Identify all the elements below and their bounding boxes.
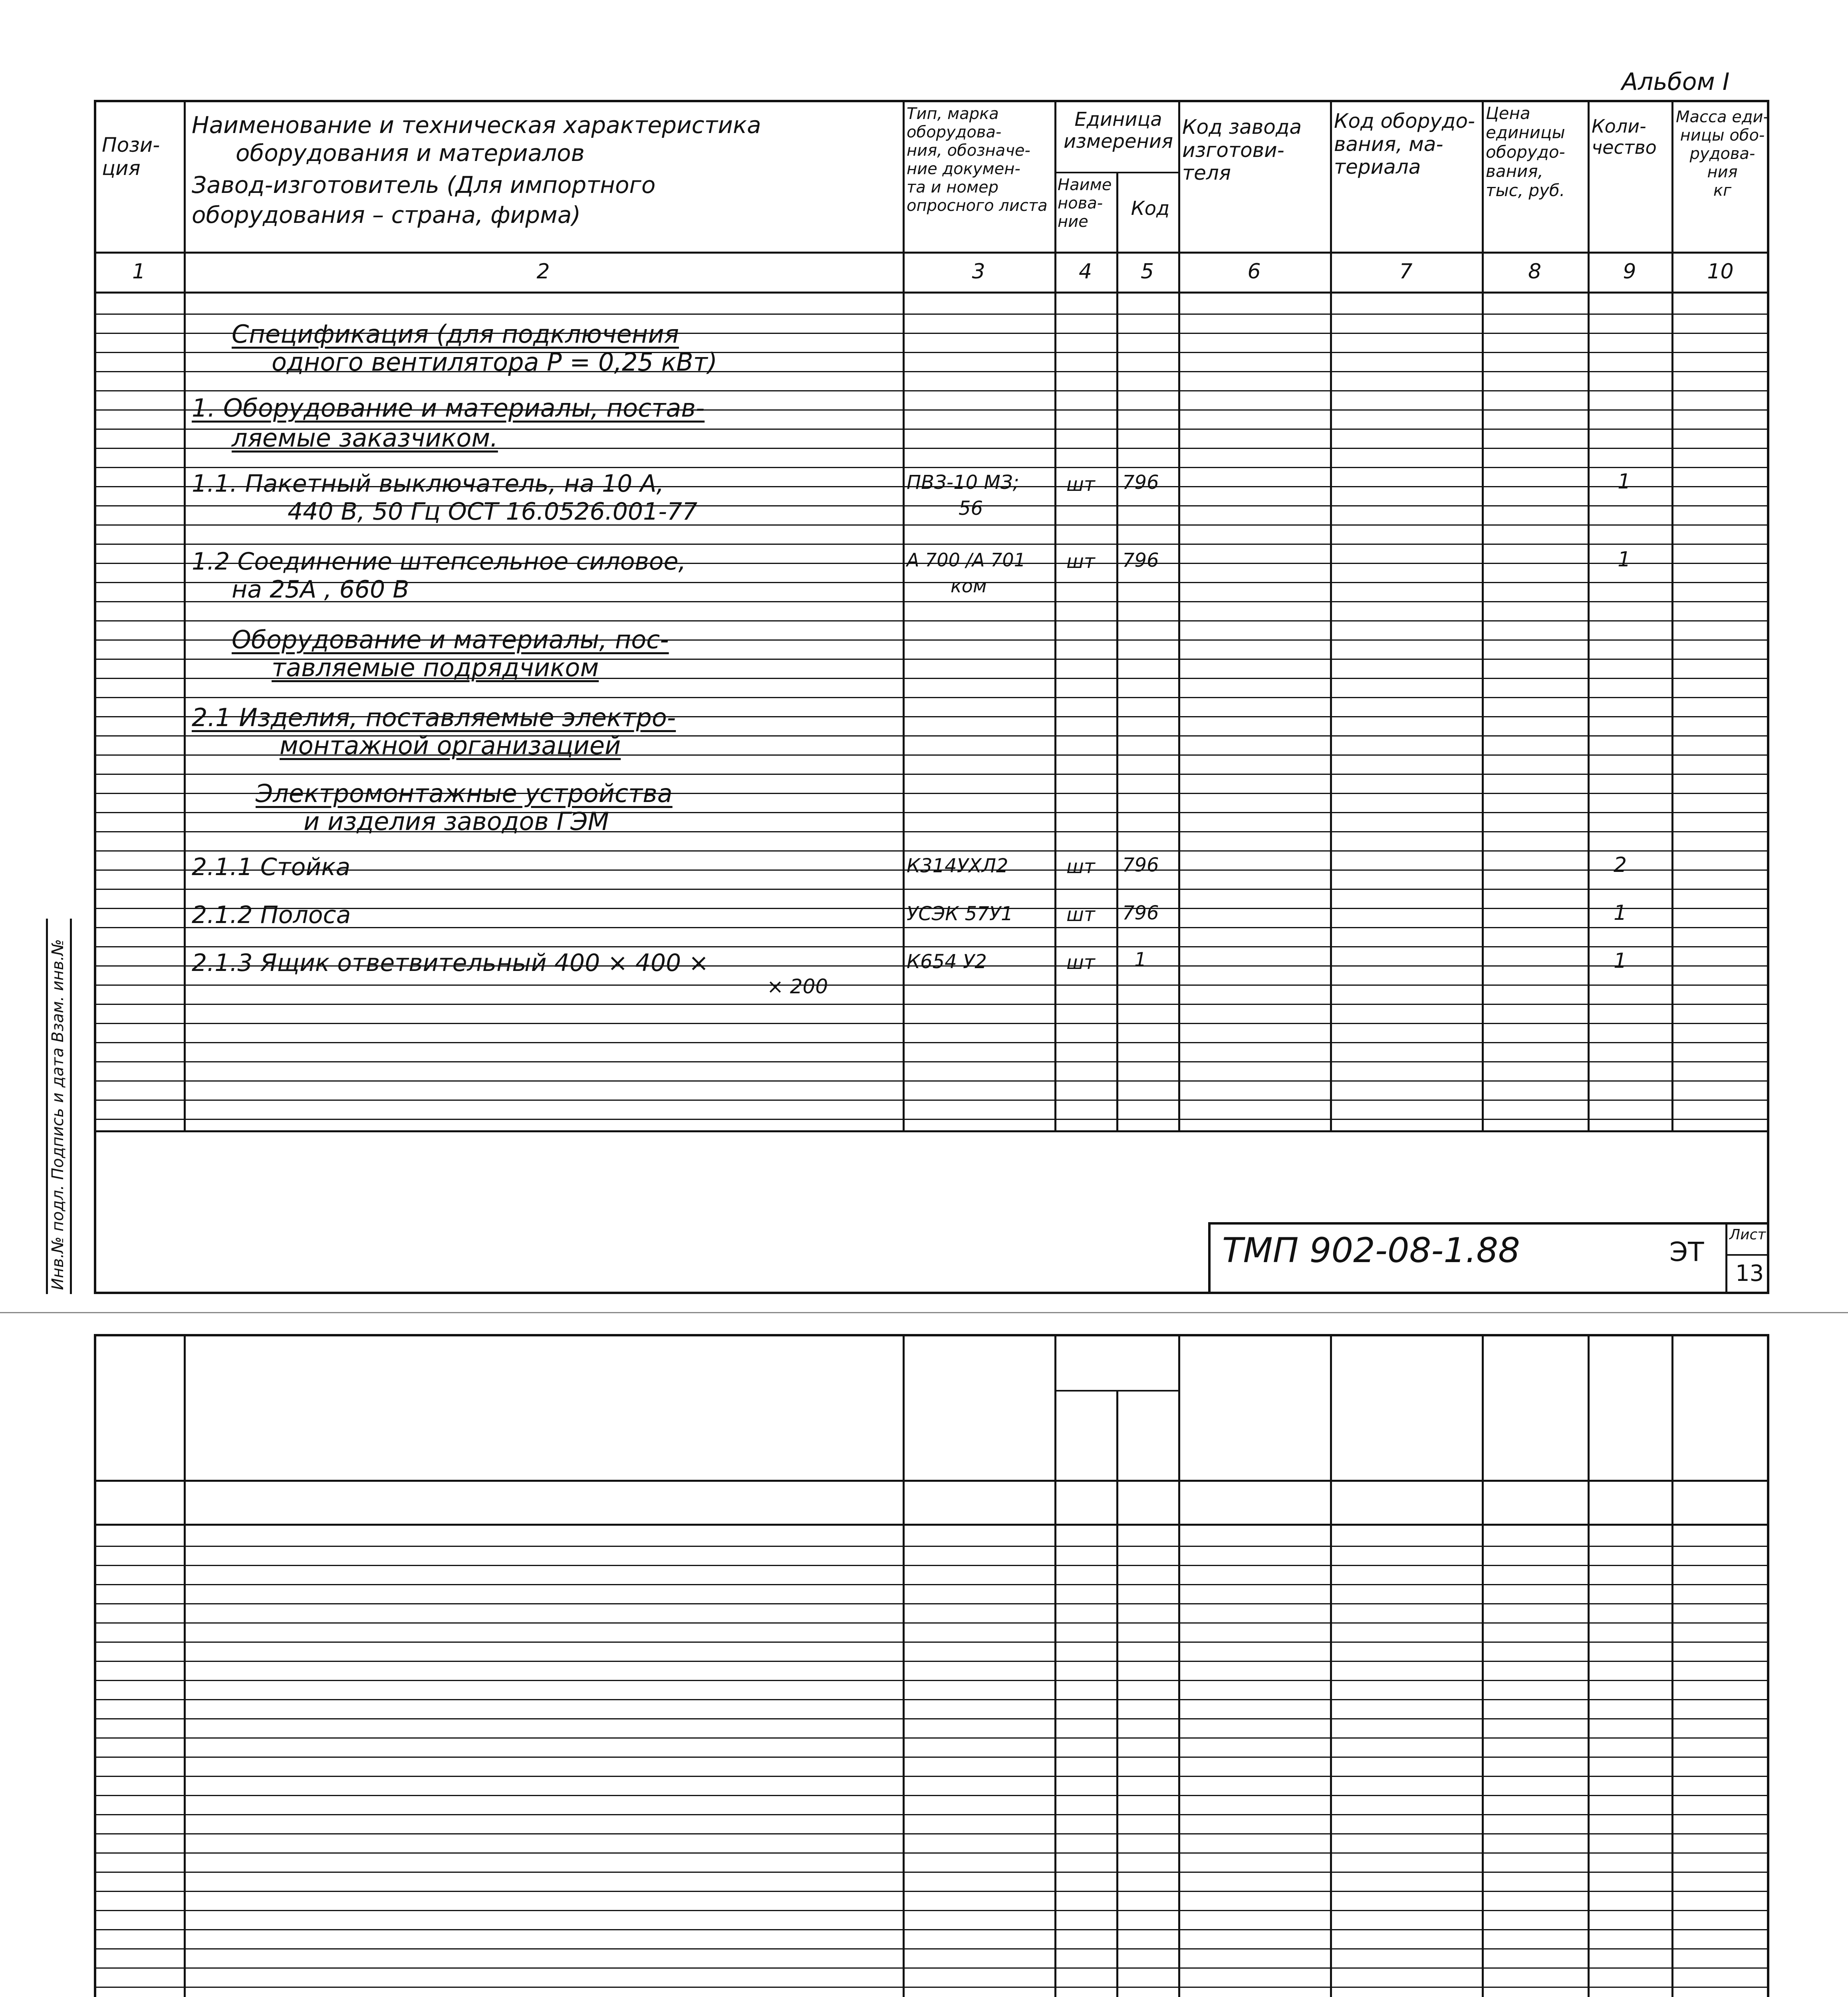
section-2-line-1: Оборудование и материалы, пос- — [232, 625, 669, 654]
row-2-1-3-code: 1 — [1134, 949, 1147, 971]
col-line-3 — [1054, 100, 1056, 1130]
ruled-line — [94, 985, 1769, 986]
colnum-1: 1 — [132, 260, 146, 284]
doc-code-top: ТМП 902-08-1.88 — [1222, 1231, 1520, 1270]
title-block-top-sheet-hline — [1725, 1254, 1769, 1256]
ruled-line — [94, 1042, 1769, 1043]
row-2-1-2-code: 796 — [1122, 902, 1159, 924]
ruled-line — [94, 1948, 1769, 1949]
row-2-1-1-qty: 2 — [1614, 853, 1627, 877]
ruled-line — [94, 1004, 1769, 1005]
col-line-6 — [1330, 100, 1332, 1130]
colnum-2: 2 — [536, 260, 550, 284]
spec-title-1: Спецификация (для подключения — [232, 320, 679, 349]
b-col-line-8 — [1588, 1334, 1590, 1997]
sheet-separator — [0, 1312, 1848, 1313]
ruled-line — [94, 1100, 1769, 1101]
ruled-line — [94, 1680, 1769, 1681]
ruled-line — [94, 544, 1769, 545]
b-col-line-5 — [1178, 1334, 1180, 1997]
header-qty: Коли- чество — [1592, 115, 1657, 158]
section-1-line-1: 1. Оборудование и материалы, постав- — [192, 393, 705, 423]
ruled-line — [94, 1795, 1769, 1796]
b-col-line-6 — [1330, 1334, 1332, 1997]
title-block-top-sheet-divider — [1725, 1222, 1727, 1294]
row-2-1-2-name: 2.1.2 Полоса — [192, 901, 351, 929]
ruled-line — [94, 889, 1769, 890]
row-2-1-3-name-2: × 200 — [767, 975, 828, 998]
subsection-line-2: и изделия заводов ГЭМ — [304, 807, 609, 836]
header-unit-code: Код — [1131, 197, 1170, 220]
header-equip-code: Код оборудо- вания, ма- териала — [1334, 109, 1475, 179]
ruled-line — [94, 1584, 1769, 1585]
colnum-7: 7 — [1399, 260, 1413, 284]
mark-top: ЭТ — [1669, 1237, 1704, 1267]
subsection-line-1: Электромонтажные устройства — [256, 779, 673, 808]
b-col-line-1 — [184, 1334, 186, 1997]
col-line-1 — [184, 100, 186, 1130]
ruled-line — [94, 1565, 1769, 1566]
ruled-line — [94, 1814, 1769, 1815]
b-col-line-9 — [1671, 1334, 1673, 1997]
row-1-2-qty: 1 — [1618, 548, 1631, 572]
ruled-line — [94, 1603, 1769, 1604]
col-line-7 — [1482, 100, 1484, 1130]
b-col-line-2 — [903, 1334, 905, 1997]
ruled-line — [94, 1080, 1769, 1082]
ruled-line — [94, 946, 1769, 947]
row-1-1-unit: шт — [1066, 473, 1095, 496]
header-mass: Масса еди- ницы обо- рудова- ния кг — [1676, 108, 1769, 200]
ruled-line — [94, 1119, 1769, 1120]
row-1-1-type-1: ПВЗ-10 МЗ; — [907, 471, 1019, 494]
unit-subheader-line — [1054, 172, 1178, 173]
row-1-2-name-1: 1.2 Соединение штепсельное силовое, — [192, 548, 686, 576]
ruled-line — [94, 1023, 1769, 1024]
ruled-line — [94, 1967, 1769, 1969]
ruled-line — [94, 1757, 1769, 1758]
header-name-4: оборудования – страна, фирма) — [192, 201, 581, 228]
row-1-2-unit: шт — [1066, 550, 1095, 573]
col-line-5 — [1178, 100, 1180, 1130]
ruled-line — [94, 1929, 1769, 1930]
b-unit-subheader-line — [1054, 1390, 1178, 1392]
sheet-label-top: Лист — [1729, 1227, 1766, 1243]
section-1-line-2: ляемые заказчиком. — [232, 423, 498, 453]
ruled-line — [94, 314, 1769, 315]
strip-top-line — [46, 919, 48, 1294]
colnum-4: 4 — [1078, 260, 1092, 284]
b-colnum-line — [94, 1524, 1769, 1526]
ruled-line — [94, 1642, 1769, 1643]
col-line-8 — [1588, 100, 1590, 1130]
table-bottom-line — [94, 1130, 1769, 1132]
row-2-1-1-unit: шт — [1066, 856, 1095, 878]
header-name-1: Наименование и техническая характеристика — [192, 111, 761, 139]
row-1-1-name-2: 440 В, 50 Гц ОСТ 16.0526.001-77 — [288, 498, 698, 526]
colnum-8: 8 — [1528, 260, 1542, 284]
ruled-line — [94, 467, 1769, 468]
row-2-1-1-code: 796 — [1122, 854, 1159, 876]
sheet-frame-bottom — [94, 1334, 1769, 1997]
colnum-divider — [94, 292, 1769, 294]
ruled-line — [94, 620, 1769, 621]
row-1-2-name-2: на 25А , 660 В — [232, 576, 409, 603]
ruled-line — [94, 1718, 1769, 1719]
strip-top-box — [70, 919, 72, 1294]
header-price: Цена единицы оборудо- вания, тыс, руб. — [1486, 103, 1565, 200]
header-unit: Единица измерения — [1064, 108, 1173, 153]
ruled-line — [94, 1910, 1769, 1911]
ruled-line — [94, 1622, 1769, 1624]
header-unit-name: Наиме нова- ние — [1058, 176, 1112, 231]
row-2-1-3-unit: шт — [1066, 951, 1095, 974]
header-pos: Пози- ция — [102, 133, 160, 180]
row-2-1-2-unit: шт — [1066, 903, 1095, 926]
row-1-1-qty: 1 — [1618, 470, 1631, 494]
row-2-1-3-qty: 1 — [1614, 949, 1627, 973]
col-line-4 — [1116, 172, 1118, 1130]
row-2-1-1-name: 2.1.1 Стойка — [192, 853, 351, 881]
ruled-line — [94, 390, 1769, 391]
b-col-line-4 — [1116, 1390, 1118, 1997]
section-2-1-line-2: монтажной организацией — [280, 731, 621, 760]
colnum-10: 10 — [1707, 260, 1734, 284]
colnum-6: 6 — [1247, 260, 1261, 284]
b-header-line — [94, 1480, 1769, 1482]
col-line-9 — [1671, 100, 1673, 1130]
colnum-9: 9 — [1623, 260, 1636, 284]
row-2-1-3-type: К654 У2 — [907, 951, 987, 973]
ruled-line — [94, 774, 1769, 775]
header-divider — [94, 252, 1769, 254]
row-2-1-3-name-1: 2.1.3 Ящик ответвительный 400 × 400 × — [192, 949, 709, 977]
ruled-line — [94, 697, 1769, 698]
ruled-line — [94, 1546, 1769, 1547]
header-factory-code: Код завода изготови- теля — [1182, 115, 1302, 185]
row-1-2-code: 796 — [1122, 549, 1159, 572]
row-2-1-1-type: К314УХЛ2 — [907, 855, 1008, 877]
album-label: Альбом I — [1622, 68, 1730, 96]
ruled-line — [94, 1833, 1769, 1834]
row-1-1-type-2: 56 — [959, 497, 983, 520]
row-1-2-type-2: ком — [951, 575, 987, 597]
section-2-line-2: тавляемые подрядчиком — [272, 653, 599, 682]
ruled-line — [94, 1661, 1769, 1662]
row-1-1-name-1: 1.1. Пакетный выключатель, на 10 А, — [192, 470, 664, 498]
ruled-line — [94, 1737, 1769, 1739]
row-2-1-2-type: УСЭК 57У1 — [907, 903, 1013, 925]
side-strip-top: Инв.№ подл. Подпись и дата Взам. инв.№ — [49, 939, 67, 1290]
header-type: Тип, марка оборудова- ния, обозначе- ние докумен- та и номер опросного листа — [907, 105, 1048, 215]
row-1-2-type-1: А 700 /А 701 — [907, 549, 1026, 571]
b-col-line-3 — [1054, 1334, 1056, 1997]
ruled-line — [94, 1987, 1769, 1988]
ruled-line — [94, 1776, 1769, 1777]
ruled-line — [94, 1699, 1769, 1700]
header-name-3: Завод-изготовитель (Для импортного — [192, 171, 656, 199]
header-name-2: оборудования и материалов — [236, 139, 585, 167]
col-line-2 — [903, 100, 905, 1130]
ruled-line — [94, 1061, 1769, 1062]
row-2-1-2-qty: 1 — [1614, 901, 1627, 925]
b-col-line-7 — [1482, 1334, 1484, 1997]
ruled-line — [94, 1852, 1769, 1854]
section-2-1-line-1: 2.1 Изделия, поставляемые электро- — [192, 703, 676, 732]
colnum-3: 3 — [972, 260, 985, 284]
colnum-5: 5 — [1140, 260, 1154, 284]
spec-title-2: одного вентилятора P = 0,25 кВт) — [272, 347, 717, 377]
ruled-line — [94, 850, 1769, 852]
sheet-num-top: 13 — [1735, 1261, 1764, 1286]
ruled-line — [94, 1891, 1769, 1892]
row-1-1-code: 796 — [1122, 471, 1159, 494]
ruled-line — [94, 1872, 1769, 1873]
